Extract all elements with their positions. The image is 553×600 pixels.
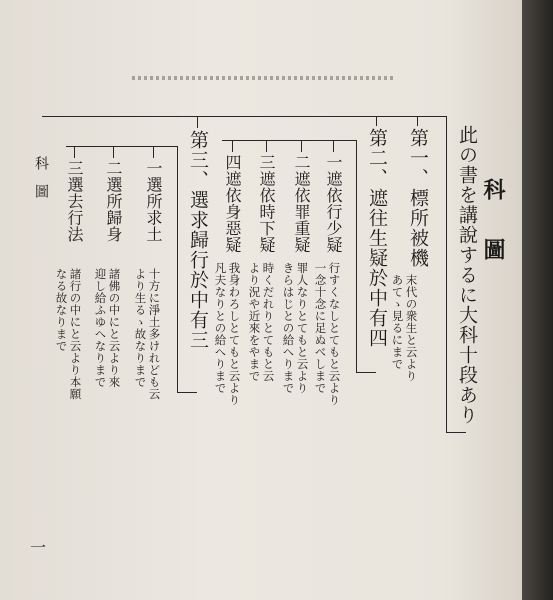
page-title: 科 圖 (480, 178, 506, 268)
s2-item2-connector (301, 140, 302, 152)
section3-subtree-stem (177, 146, 178, 393)
section1-label: 第一、標所被機 (407, 128, 429, 268)
section3-item1-note-a: 十方に淨土多けれども云 (147, 268, 162, 400)
section3-item2-note-a: 諸佛の中にと云より來 (107, 268, 122, 388)
section1-connector (417, 116, 418, 126)
s2-item4-connector (232, 140, 233, 152)
s2-item1-connector (333, 140, 334, 152)
section2-item3-note-a: 時くだれりとてもと云 (261, 262, 276, 382)
section2-label: 第二、遮往生疑於中有四 (366, 128, 388, 348)
section3-item3-label: 三選去行法 (65, 160, 84, 243)
section3-item2-note-b: 迎し給ふゆへなりまで (93, 268, 108, 388)
intro-line: 此の書を講說するに大科十段あり (456, 125, 478, 425)
section2-subtree-stem (356, 140, 357, 373)
section3-subtree-top (66, 146, 178, 147)
side-running-head: 科圖 (33, 156, 49, 212)
section3-connector (197, 116, 198, 128)
section1-note-b: あてゝ見るにまで (390, 274, 405, 370)
section2-item3-label: 三遮依時下疑 (257, 154, 276, 253)
section3-label: 第三、選求歸行於中有三 (187, 130, 209, 350)
intro-end-bracket (446, 432, 466, 433)
main-tree-stem (446, 116, 447, 433)
s3-item2-connector (113, 146, 114, 158)
section3-item1-label: 一選所求土 (144, 160, 163, 243)
section3-item1-note-b: より生るゝ故なりまで (133, 268, 148, 388)
section2-item4-note-b: 凡夫なりとの給へりまで (213, 262, 228, 394)
s3-item1-connector (153, 146, 154, 158)
section2-item2-note-a: 罪人なりとてもと云より (295, 262, 310, 394)
section2-item2-label: 二遮依罪重疑 (292, 154, 311, 253)
section2-connector (376, 116, 377, 126)
top-decorative-rule (132, 76, 394, 80)
book-spine-shadow (522, 0, 553, 600)
section2-subtree-top (222, 140, 357, 141)
section3-item3-note-a: 諸行の中にと云より本願 (68, 268, 83, 400)
section3-item3-note-b: なる故なりまで (54, 268, 69, 352)
section2-item2-note-b: きらはじとの給へりまで (281, 262, 296, 394)
section2-item4-note-a: 我身わろしとてもと云より (227, 262, 242, 406)
section2-item1-note-a: 行すくなしとてもと云より (327, 262, 342, 406)
page-number: 一 (30, 538, 47, 557)
s3-item3-connector (74, 146, 75, 158)
section2-item1-note-b: 一念十念に足ぬべしまで (313, 262, 328, 394)
section2-item3-note-b: より況や近來をやまで (247, 262, 262, 382)
section2-end-bracket (356, 372, 376, 373)
section3-end-bracket (177, 392, 197, 393)
section3-item2-label: 二選所歸身 (104, 160, 123, 243)
section2-item4-label: 四遮依身惡疑 (223, 154, 242, 253)
s2-item3-connector (266, 140, 267, 152)
section2-item1-label: 一遮依行少疑 (324, 154, 343, 253)
section1-note-a: 末代の衆生と云より (404, 274, 419, 382)
main-tree-top (42, 116, 447, 117)
